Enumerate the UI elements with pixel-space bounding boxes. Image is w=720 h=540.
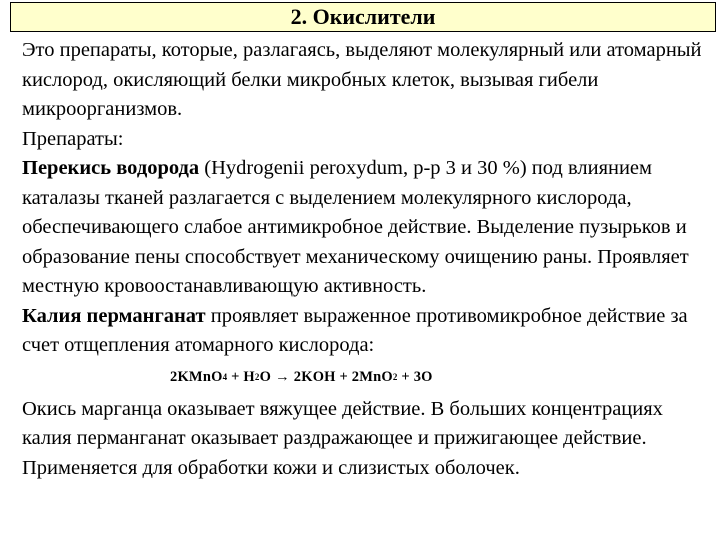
formula-term-kmno4: 2KMnO — [170, 368, 223, 385]
formula-plus: + — [335, 368, 352, 385]
permanganate-description: проявляет выраженное противомикробное действие за счет отщепления атомарного кислорода: — [22, 304, 688, 356]
formula-plus: + — [227, 368, 244, 385]
formula-term-mno2: 2MnO — [351, 368, 393, 385]
formula-term-o: 3O — [413, 368, 433, 385]
conclusion-paragraph: Окись марганца оказывает вяжущее действие. В больших концентрациях калия перманганат оказывает раздражающее и прижигающее действие. Применяется для обработки кожи и слизистых оболочек. — [22, 397, 663, 479]
page-title: 2. Окислители — [290, 4, 436, 29]
reaction-formula — [22, 361, 712, 395]
peroxide-name: Перекись водорода — [22, 157, 200, 179]
intro-paragraph: Это препараты, которые, разлагаясь, выделяют молекулярный или атомарный кислород, окисляющий белки микробных клеток, вызывая гибели микроорганизмов. — [22, 39, 702, 120]
title-bar — [10, 2, 716, 32]
preparations-label: Препараты: — [22, 127, 124, 150]
formula-term-h2o: H — [243, 368, 255, 385]
formula-subscript-2: 2 — [392, 371, 398, 382]
formula-plus: + — [397, 368, 414, 385]
formula-subscript-4: 4 — [222, 371, 228, 382]
formula-term-h2o-tail: O — [259, 368, 272, 385]
body-text — [22, 36, 712, 483]
formula-subscript-2: 2 — [254, 371, 260, 382]
peroxide-description: (Hydrogenii peroxydum, р-р 3 и 30 %) под влиянием каталазы тканей разлагается с выделением молекулярного кислорода, обеспечивающего слабое антимикробное действие. Выделение пузырьков и образование пены способствует механическому очищению раны. Проявляет местную кровоостанавливающую активность. — [22, 157, 689, 297]
reaction-arrow-icon: → — [275, 368, 290, 385]
peroxide-paragraph — [22, 154, 712, 302]
formula-term-koh: 2KOH — [293, 368, 336, 385]
permanganate-name: Калия перманганат — [22, 304, 206, 327]
permanganate-paragraph — [22, 302, 712, 361]
